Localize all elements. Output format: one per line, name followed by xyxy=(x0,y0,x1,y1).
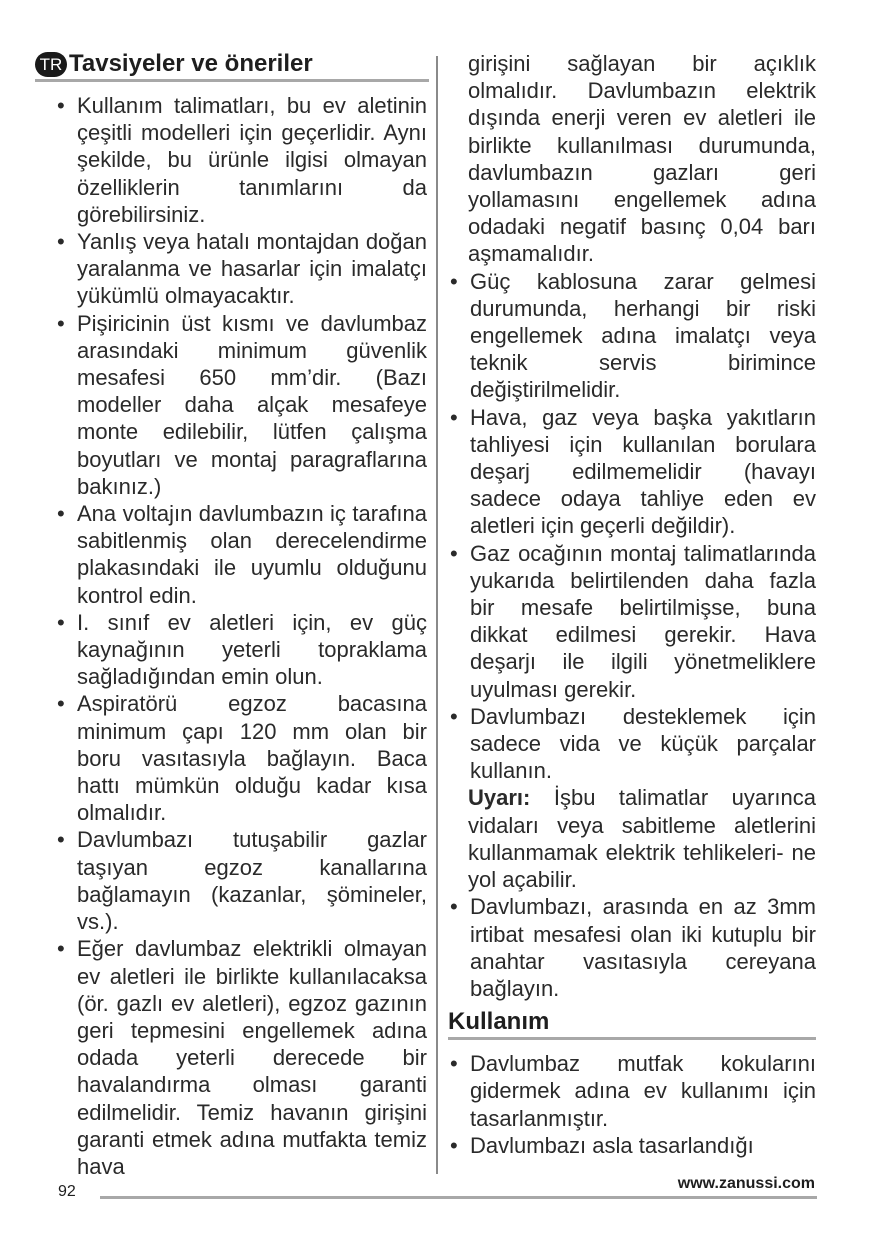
bullet-glyph: • xyxy=(450,703,458,729)
footer-rule xyxy=(100,1196,817,1199)
recommendations-list-continued xyxy=(448,268,816,785)
list-item: • Davlumbazı tutuşabilir gazlar taşıyan egzoz kanallarına bağlamayın (kazanlar, şömineler, vs.). xyxy=(57,827,427,935)
section-header-tavsiyeler xyxy=(35,50,429,82)
warning-label: Uyarı: xyxy=(468,785,531,811)
list-item: • Ana voltajın davlumbazın iç tarafına sabitlenmiş olan derecelendirme plakasındaki ile uyumlu olduğunu kontrol edin. xyxy=(57,501,427,608)
bullet-glyph: • xyxy=(57,93,65,118)
bullet-glyph: • xyxy=(57,310,65,336)
usage-list xyxy=(448,1050,816,1159)
bullet-glyph: • xyxy=(57,501,65,527)
bullet-glyph: • xyxy=(57,827,65,853)
section-header-kullanim xyxy=(448,1008,816,1040)
bullet-glyph: • xyxy=(450,268,458,294)
warning-text: İşbu talimatlar uyarınca vidaları veya sabitleme aletlerini kullanmamak elektrik tehlikeleri- ne yol açabilir. xyxy=(468,785,816,893)
website-link[interactable]: www.zanussi.com xyxy=(677,1175,815,1192)
bullet-glyph: • xyxy=(450,404,458,430)
bullet-glyph: • xyxy=(57,229,65,255)
bullet-glyph: • xyxy=(450,1132,458,1158)
list-item: • Davlumbaz mutfak kokularını gidermek adına ev kullanımı için tasarlanmıştır. xyxy=(450,1051,816,1131)
list-item: • Gaz ocağının montaj talimatlarında yukarıda belirtilenden daha fazla bir mesafe belirtilmişse, buna dikkat edilmesi gerekir. Hava deşarjı ile ilgili yönetmeliklere uyulması gerekir. xyxy=(450,540,816,702)
list-item: • Yanlış veya hatalı montajdan doğan yaralanma ve hasarlar için imalatçı yükümlü olmayacaktır. xyxy=(57,229,427,309)
list-item: • Davlumbazı desteklemek için sadece vida ve küçük parçalar kullanın. xyxy=(450,703,816,784)
right-column xyxy=(448,50,816,1159)
column-divider xyxy=(436,56,438,1174)
bullet-glyph: • xyxy=(450,894,458,920)
bullet-glyph: • xyxy=(57,609,65,635)
bullet-glyph: • xyxy=(57,936,65,962)
list-item: • Kullanım talimatları, bu ev aletinin çeşitli modelleri için geçerlidir. Aynı şekilde, bu ürünle ilgisi olmayan özelliklerin tanımlarını da görebilirsiniz. xyxy=(57,93,427,227)
recommendations-list-final xyxy=(448,893,816,1002)
list-item: • Güç kablosuna zarar gelmesi durumunda, herhangi bir riski engellemek adına imalatçı veya teknik servis birimince değiştirilmelidir. xyxy=(450,268,816,403)
section-title: Tavsiyeler ve öneriler xyxy=(69,50,313,77)
list-item: • Davlumbazı asla tasarlandığı xyxy=(450,1132,754,1158)
list-item: • Pişiricinin üst kısmı ve davlumbaz arasındaki minimum güvenlik mesafesi 650 mm’dir. (Bazı modeller daha alçak mesafeye monte edilebilir, lütfen çalışma boyutları ve montaj paragraflarına bakınız.) xyxy=(57,310,427,499)
bullet-glyph: • xyxy=(57,691,65,717)
list-item: • I. sınıf ev aletleri için, ev güç kaynağının yeterli topraklama sağladığından emin olun. xyxy=(57,609,427,690)
left-column xyxy=(39,50,427,1180)
recommendations-list xyxy=(55,92,427,1180)
list-item: • Aspiratörü egzoz bacasına minimum çapı 120 mm olan bir boru vasıtasıyla bağlayın. Baca hattı mümkün olduğu kadar kısa olmalıdır. xyxy=(57,691,427,826)
warning-note xyxy=(448,784,816,893)
list-item: • Hava, gaz veya başka yakıtların tahliyesi için kullanılan borulara deşarj edilmemelidir (havayı sadece odaya tahliye eden ev aletleri için geçerli değildir). xyxy=(450,404,816,539)
bullet-glyph: • xyxy=(450,1051,458,1077)
list-item: • Eğer davlumbaz elektrikli olmayan ev aletleri ile birlikte kullanılacaksa (ör. gazlı ev aletleri), egzoz gazının geri tepmesini engellemek adına odada yeterli derecede bir havalandırma olması garanti edilmelidir. Temiz havanın girişini garanti etmek adına mutfakta temiz hava xyxy=(57,936,427,1179)
list-item: • Davlumbazı, arasında en az 3mm irtibat mesafesi olan iki kutuplu bir anahtar vasıtasıyla cereyana bağlayın. xyxy=(450,894,816,1001)
page-number: 92 xyxy=(58,1183,76,1200)
section-title: Kullanım xyxy=(448,1008,550,1036)
continued-text: girişini sağlayan bir açıklık olmalıdır. Davlumbazın elektrik dışında enerji veren ev aletleri ile birlikte kullanılması durumunda, davlumbazın gazları geri yollamasını engellemek adına odadaki negatif basınç 0,04 barı aşmamalıdır. xyxy=(468,51,816,267)
bullet-glyph: • xyxy=(450,540,458,566)
language-badge: TR xyxy=(35,52,67,77)
